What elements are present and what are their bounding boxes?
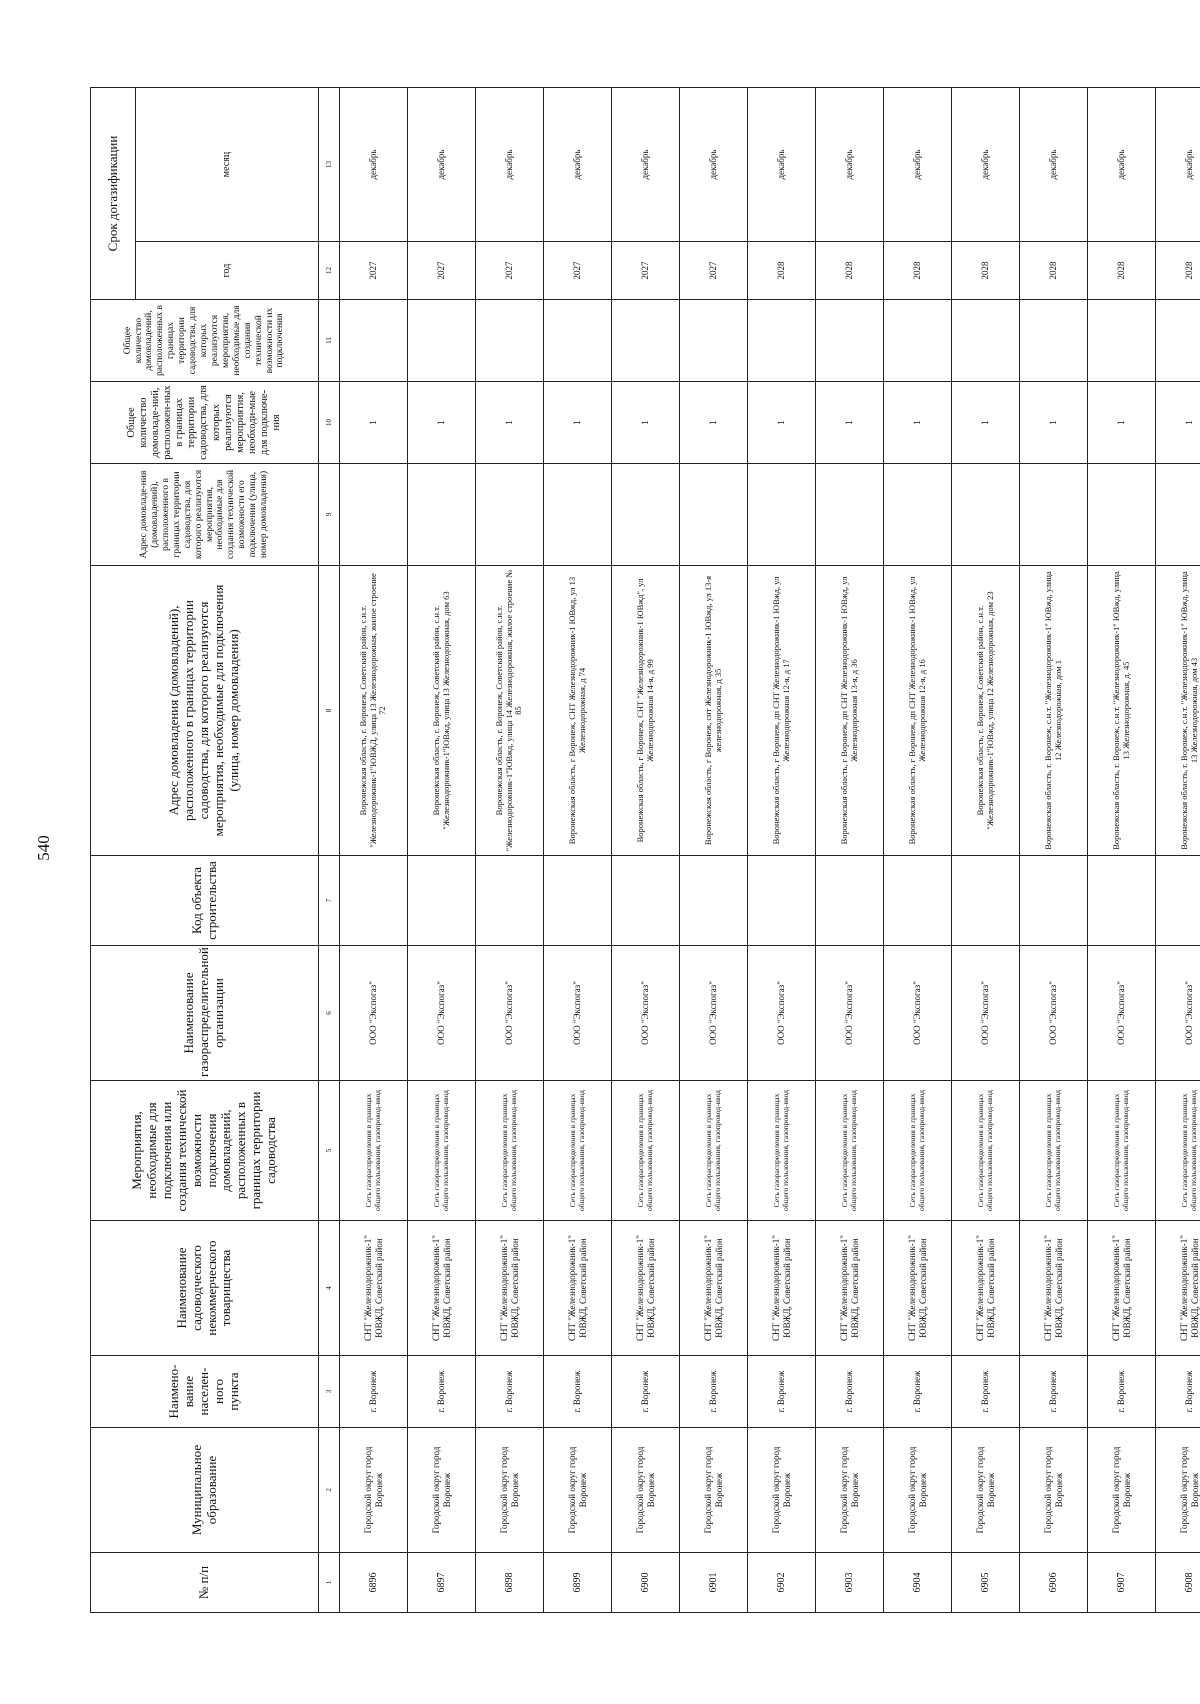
household-count-tech xyxy=(1088,300,1156,382)
household-count-tech xyxy=(408,300,476,382)
deadline-year: 2028 xyxy=(816,242,884,300)
snt-name: СНТ "Железнодорожник-1" ЮВЖД, Советский район xyxy=(1088,1221,1156,1356)
snt-name: СНТ "Железнодорожник-1" ЮВЖД, Советский район xyxy=(884,1221,952,1356)
measures: Сеть газораспределения в границах общего пользования, газопровод-ввод xyxy=(816,1081,884,1221)
snt-name: СНТ "Железнодорожник-1" ЮВЖД, Советский район xyxy=(1020,1221,1088,1356)
deadline-month: декабрь xyxy=(816,88,884,242)
household-count: 1 xyxy=(680,382,748,464)
measures: Сеть газораспределения в границах общего пользования, газопровод-ввод xyxy=(340,1081,408,1221)
deadline-month: декабрь xyxy=(1088,88,1156,242)
household-address-tech xyxy=(1020,464,1088,566)
measures: Сеть газораспределения в границах общего пользования, газопровод-ввод xyxy=(952,1081,1020,1221)
deadline-year: 2027 xyxy=(680,242,748,300)
municipality: Городской округ город Воронеж xyxy=(1020,1428,1088,1553)
household-address: Воронежская область, г. Воронеж, с.н.т. "Железнодорожник-1" ЮВжд, улица 13 Железнодорожная, д. 45 xyxy=(1088,566,1156,856)
gas-organization: ООО "Экспогаз" xyxy=(408,946,476,1081)
deadline-month: декабрь xyxy=(680,88,748,242)
household-count: 1 xyxy=(340,382,408,464)
municipality: Городской округ город Воронеж xyxy=(408,1428,476,1553)
household-address: Воронежская область, г Воронеж, СНТ Железнодорожник-1 ЮВжд, ул 13 Железнодорожная, д 74 xyxy=(544,566,612,856)
object-code xyxy=(680,856,748,946)
header-col-4: Наименование садоводческого некоммерческого товарищества xyxy=(91,1221,319,1356)
deadline-month: декабрь xyxy=(1156,88,1200,242)
snt-name: СНТ "Железнодорожник-1" ЮВЖД, Советский район xyxy=(476,1221,544,1356)
settlement: г. Воронеж xyxy=(612,1356,680,1428)
municipality: Городской округ город Воронеж xyxy=(884,1428,952,1553)
deadline-month: декабрь xyxy=(408,88,476,242)
column-number: 2 xyxy=(319,1428,340,1553)
deadline-year: 2028 xyxy=(748,242,816,300)
municipality: Городской округ город Воронеж xyxy=(816,1428,884,1553)
household-count: 1 xyxy=(544,382,612,464)
household-address-tech xyxy=(748,464,816,566)
deadline-year: 2028 xyxy=(952,242,1020,300)
deadline-year: 2027 xyxy=(408,242,476,300)
object-code xyxy=(1088,856,1156,946)
snt-name: СНТ "Железнодорожник-1" ЮВЖД, Советский район xyxy=(816,1221,884,1356)
gas-organization: ООО "Экспогаз" xyxy=(680,946,748,1081)
settlement: г. Воронеж xyxy=(1020,1356,1088,1428)
household-count-tech xyxy=(1020,300,1088,382)
municipality: Городской округ город Воронеж xyxy=(748,1428,816,1553)
snt-name: СНТ "Железнодорожник-1" ЮВЖД, Советский район xyxy=(1156,1221,1200,1356)
settlement: г. Воронеж xyxy=(952,1356,1020,1428)
snt-name: СНТ "Железнодорожник-1" ЮВЖД, Советский район xyxy=(544,1221,612,1356)
household-count-tech xyxy=(952,300,1020,382)
settlement: г. Воронеж xyxy=(408,1356,476,1428)
household-address-tech xyxy=(816,464,884,566)
row-number: 6899 xyxy=(544,1553,612,1613)
object-code xyxy=(1156,856,1200,946)
deadline-month: декабрь xyxy=(544,88,612,242)
household-address-tech xyxy=(340,464,408,566)
row-number: 6906 xyxy=(1020,1553,1088,1613)
deadline-month: декабрь xyxy=(952,88,1020,242)
household-address-tech xyxy=(408,464,476,566)
deadline-month: декабрь xyxy=(476,88,544,242)
household-count-tech xyxy=(1156,300,1200,382)
deadline-year: 2028 xyxy=(1156,242,1200,300)
municipality: Городской округ город Воронеж xyxy=(612,1428,680,1553)
household-address-tech xyxy=(544,464,612,566)
document-table-rotated xyxy=(90,88,1200,1613)
gasification-table xyxy=(90,87,1200,1613)
gas-organization: ООО "Экспогаз" xyxy=(544,946,612,1081)
household-count: 1 xyxy=(1156,382,1200,464)
municipality: Городской округ город Воронеж xyxy=(1088,1428,1156,1553)
row-number: 6903 xyxy=(816,1553,884,1613)
gas-organization: ООО "Экспогаз" xyxy=(748,946,816,1081)
household-address: Воронежская область, г Воронеж, дп СНТ Железнодорожник-1 ЮВжд, ул Железнодорожная 13-я, д 36 xyxy=(816,566,884,856)
header-col-13: месяц xyxy=(136,88,319,242)
object-code xyxy=(748,856,816,946)
header-col-9: Адрес домовладе-ния (домовладений), расположенного в границах территории садоводства, для которого реализуются мероприятия, необходимые для создания технической возможности его подключения (улица, номер домовладения) xyxy=(91,464,319,566)
measures: Сеть газораспределения в границах общего пользования, газопровод-ввод xyxy=(408,1081,476,1221)
gas-organization: ООО "Экспогаз" xyxy=(952,946,1020,1081)
row-number: 6896 xyxy=(340,1553,408,1613)
table-row xyxy=(476,88,544,1613)
settlement: г. Воронеж xyxy=(816,1356,884,1428)
gas-organization: ООО "Экспогаз" xyxy=(340,946,408,1081)
deadline-year: 2028 xyxy=(884,242,952,300)
household-address: Воронежская область, г. Воронеж, Советский район, с.н.т. "Железнодорожник-1"ЮВжд, улица 14 Железнодорожная, жилое строение № 85 xyxy=(476,566,544,856)
header-col-10: Общее количество домовладе-ний, расположен-ных в границах территории садоводства, для которых реализуются мероприятия, необходи-мые для подключе-ния xyxy=(91,382,319,464)
column-number: 4 xyxy=(319,1221,340,1356)
snt-name: СНТ "Железнодорожник-1" ЮВЖД, Советский район xyxy=(680,1221,748,1356)
column-number: 12 xyxy=(319,242,340,300)
household-count: 1 xyxy=(612,382,680,464)
table-row xyxy=(1020,88,1088,1613)
object-code xyxy=(1020,856,1088,946)
settlement: г. Воронеж xyxy=(544,1356,612,1428)
settlement: г. Воронеж xyxy=(748,1356,816,1428)
measures: Сеть газораспределения в границах общего пользования, газопровод-ввод xyxy=(1156,1081,1200,1221)
household-count-tech xyxy=(544,300,612,382)
object-code xyxy=(544,856,612,946)
header-deadline: Срок догазификации xyxy=(91,88,136,300)
household-address: Воронежская область, г. Воронеж, Советский район, с.н.т. "Железнодорожник-1"ЮВжд, улица 12 Железнодорожная, дом 23 xyxy=(952,566,1020,856)
household-address-tech xyxy=(680,464,748,566)
municipality: Городской округ город Воронеж xyxy=(340,1428,408,1553)
measures: Сеть газораспределения в границах общего пользования, газопровод-ввод xyxy=(748,1081,816,1221)
household-count-tech xyxy=(612,300,680,382)
household-count-tech xyxy=(748,300,816,382)
measures: Сеть газораспределения в границах общего пользования, газопровод-ввод xyxy=(476,1081,544,1221)
row-number: 6901 xyxy=(680,1553,748,1613)
household-count-tech xyxy=(476,300,544,382)
column-number: 6 xyxy=(319,946,340,1081)
row-number: 6897 xyxy=(408,1553,476,1613)
municipality: Городской округ город Воронеж xyxy=(1156,1428,1200,1553)
settlement: г. Воронеж xyxy=(884,1356,952,1428)
household-count: 1 xyxy=(748,382,816,464)
column-number: 3 xyxy=(319,1356,340,1428)
household-address-tech xyxy=(884,464,952,566)
municipality: Городской округ город Воронеж xyxy=(476,1428,544,1553)
measures: Сеть газораспределения в границах общего пользования, газопровод-ввод xyxy=(1020,1081,1088,1221)
gas-organization: ООО "Экспогаз" xyxy=(884,946,952,1081)
table-row xyxy=(952,88,1020,1613)
row-number: 6908 xyxy=(1156,1553,1200,1613)
household-address: Воронежская область, г Воронеж, СНТ "Железнодорожник-1 ЮВжд", ул Железнодорожная 14-я, д 99 xyxy=(612,566,680,856)
gas-organization: ООО "Экспогаз" xyxy=(816,946,884,1081)
household-address: Воронежская область, г Воронеж, снт Железнодорожник-1 ЮВжд, ул 13-я железнодорожная, д 35 xyxy=(680,566,748,856)
object-code xyxy=(816,856,884,946)
household-count-tech xyxy=(816,300,884,382)
header-row-1 xyxy=(91,88,136,1613)
header-col-7: Код объекта строительства xyxy=(91,856,319,946)
household-address: Воронежская область, г. Воронеж, с.н.т. "Железнодорожник-1" ЮВжд, улица 12 Железнодорожная, дом 1 xyxy=(1020,566,1088,856)
household-count: 1 xyxy=(1020,382,1088,464)
settlement: г. Воронеж xyxy=(340,1356,408,1428)
object-code xyxy=(952,856,1020,946)
row-number: 6902 xyxy=(748,1553,816,1613)
page-number: 540 xyxy=(34,835,53,861)
row-number: 6904 xyxy=(884,1553,952,1613)
column-number-row xyxy=(319,88,340,1613)
household-address-tech xyxy=(612,464,680,566)
settlement: г. Воронеж xyxy=(680,1356,748,1428)
household-count: 1 xyxy=(952,382,1020,464)
table-row xyxy=(1156,88,1200,1613)
settlement: г. Воронеж xyxy=(1088,1356,1156,1428)
deadline-year: 2027 xyxy=(612,242,680,300)
household-address-tech xyxy=(1088,464,1156,566)
table-row xyxy=(544,88,612,1613)
row-number: 6905 xyxy=(952,1553,1020,1613)
household-address-tech xyxy=(476,464,544,566)
settlement: г. Воронеж xyxy=(1156,1356,1200,1428)
measures: Сеть газораспределения в границах общего пользования, газопровод-ввод xyxy=(612,1081,680,1221)
header-col-12: год xyxy=(136,242,319,300)
gas-organization: ООО "Экспогаз" xyxy=(1088,946,1156,1081)
row-number: 6900 xyxy=(612,1553,680,1613)
household-address: Воронежская область, г Воронеж, дп СНТ Железнодорожник-1 ЮВжд, ул Железнодорожная 12-я, д 16 xyxy=(884,566,952,856)
column-number: 7 xyxy=(319,856,340,946)
household-count: 1 xyxy=(1088,382,1156,464)
municipality: Городской округ город Воронеж xyxy=(952,1428,1020,1553)
deadline-month: декабрь xyxy=(748,88,816,242)
settlement: г. Воронеж xyxy=(476,1356,544,1428)
household-address: Воронежская область, г. Воронеж, Советский район, с.н.т. "Железнодорожник-1"ЮВжд, улица 13 Железнодорожная, дом 63 xyxy=(408,566,476,856)
header-col-5: Мероприятия, необходимые для подключения или создания технической возможности подключения домовладений, расположенных в границах территории садоводства xyxy=(91,1081,319,1221)
household-address: Воронежская область, г Воронеж, дп СНТ Железнодорожник-1 ЮВжд, ул Железнодорожная 12-я, д 17 xyxy=(748,566,816,856)
municipality: Городской округ город Воронеж xyxy=(544,1428,612,1553)
household-count-tech xyxy=(884,300,952,382)
household-count: 1 xyxy=(476,382,544,464)
deadline-year: 2028 xyxy=(1088,242,1156,300)
table-row xyxy=(884,88,952,1613)
municipality: Городской округ город Воронеж xyxy=(680,1428,748,1553)
object-code xyxy=(408,856,476,946)
table-row xyxy=(340,88,408,1613)
row-number: 6907 xyxy=(1088,1553,1156,1613)
household-count-tech xyxy=(340,300,408,382)
deadline-year: 2028 xyxy=(1020,242,1088,300)
table-row xyxy=(680,88,748,1613)
deadline-month: декабрь xyxy=(1020,88,1088,242)
column-number: 9 xyxy=(319,464,340,566)
household-address-tech xyxy=(1156,464,1200,566)
household-count: 1 xyxy=(884,382,952,464)
snt-name: СНТ "Железнодорожник-1" ЮВЖД, Советский район xyxy=(408,1221,476,1356)
column-number: 13 xyxy=(319,88,340,242)
gas-organization: ООО "Экспогаз" xyxy=(1020,946,1088,1081)
measures: Сеть газораспределения в границах общего пользования, газопровод-ввод xyxy=(884,1081,952,1221)
column-number: 11 xyxy=(319,300,340,382)
measures: Сеть газораспределения в границах общего пользования, газопровод-ввод xyxy=(544,1081,612,1221)
household-count: 1 xyxy=(816,382,884,464)
table-row xyxy=(748,88,816,1613)
measures: Сеть газораспределения в границах общего пользования, газопровод-ввод xyxy=(680,1081,748,1221)
row-number: 6898 xyxy=(476,1553,544,1613)
header-col-2: Муниципальное образование xyxy=(91,1428,319,1553)
deadline-year: 2027 xyxy=(544,242,612,300)
deadline-year: 2027 xyxy=(340,242,408,300)
table-row xyxy=(408,88,476,1613)
deadline-month: декабрь xyxy=(612,88,680,242)
gas-organization: ООО "Экспогаз" xyxy=(612,946,680,1081)
header-col-8: Адрес домовладения (домовладений), расположенного в границах территории садоводства, для которого реализуются мероприятия, необходимые для подключения (улица, номер домовладения) xyxy=(91,566,319,856)
header-col-6: Наименование газораспределительной организации xyxy=(91,946,319,1081)
deadline-year: 2027 xyxy=(476,242,544,300)
deadline-month: декабрь xyxy=(340,88,408,242)
household-address: Воронежская область, г. Воронеж, с.н.т. "Железнодорожник-1" ЮВжд, улица 13 Железнодорожная, дом 43 xyxy=(1156,566,1200,856)
object-code xyxy=(340,856,408,946)
household-address: Воронежская область, г. Воронеж, Советский район, с.н.т. "Железнодорожник-1"ЮВЖД, улица 13 Железнодорожная, жилое строение 72 xyxy=(340,566,408,856)
column-number: 1 xyxy=(319,1553,340,1613)
measures: Сеть газораспределения в границах общего пользования, газопровод-ввод xyxy=(1088,1081,1156,1221)
snt-name: СНТ "Железнодорожник-1" ЮВЖД, Советский район xyxy=(340,1221,408,1356)
gas-organization: ООО "Экспогаз" xyxy=(476,946,544,1081)
table-row xyxy=(1088,88,1156,1613)
column-number: 10 xyxy=(319,382,340,464)
header-col-1: № п/п xyxy=(91,1553,319,1613)
header-col-11: Общее количество домовладений, расположенных в границах территории садоводства, для которых реализуются мероприятия, необходимые для создания технической возможности их подключения xyxy=(91,300,319,382)
header-col-3: Наимено-вание населен-ного пункта xyxy=(91,1356,319,1428)
column-number: 5 xyxy=(319,1081,340,1221)
object-code xyxy=(612,856,680,946)
household-address-tech xyxy=(952,464,1020,566)
column-number: 8 xyxy=(319,566,340,856)
table-row xyxy=(816,88,884,1613)
household-count-tech xyxy=(680,300,748,382)
table-row xyxy=(612,88,680,1613)
object-code xyxy=(476,856,544,946)
gas-organization: ООО "Экспогаз" xyxy=(1156,946,1200,1081)
snt-name: СНТ "Железнодорожник-1" ЮВЖД, Советский район xyxy=(952,1221,1020,1356)
snt-name: СНТ "Железнодорожник-1" ЮВЖД, Советский район xyxy=(612,1221,680,1356)
household-count: 1 xyxy=(408,382,476,464)
snt-name: СНТ "Железнодорожник-1" ЮВЖД, Советский район xyxy=(748,1221,816,1356)
deadline-month: декабрь xyxy=(884,88,952,242)
object-code xyxy=(884,856,952,946)
